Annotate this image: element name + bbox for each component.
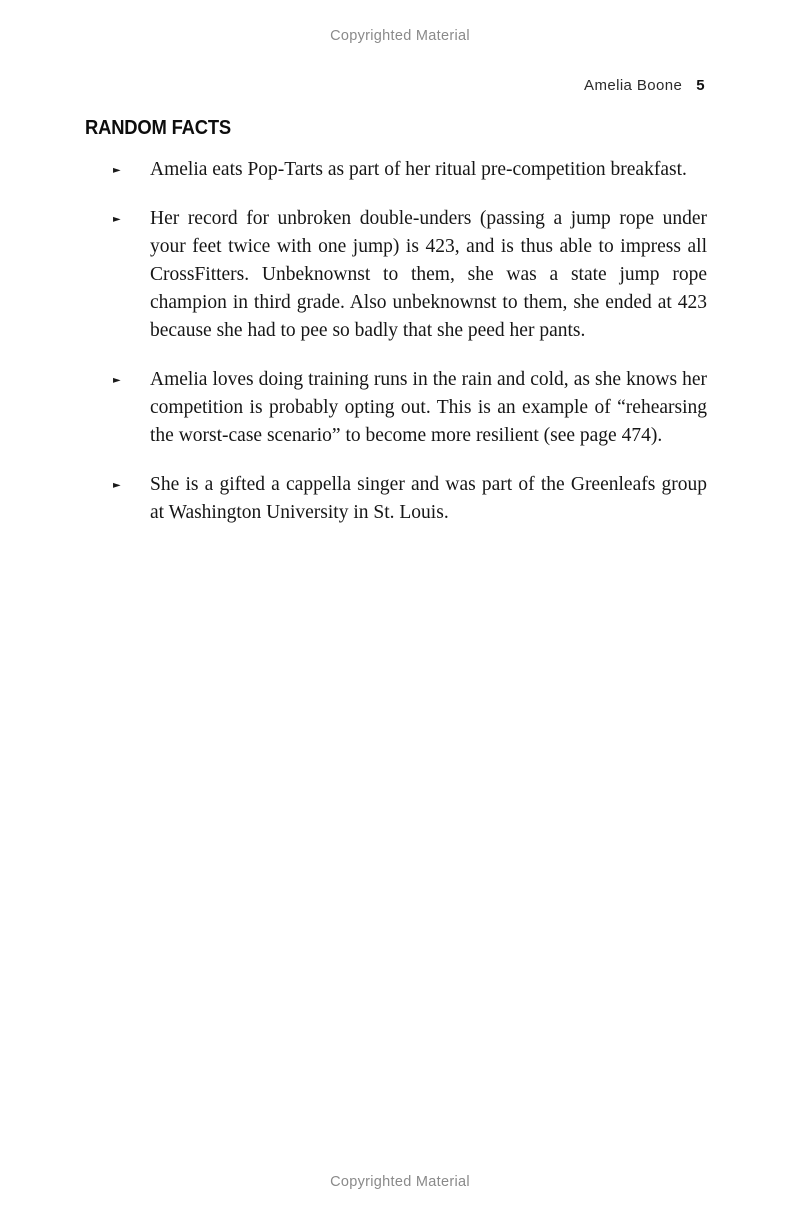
bullet-icon: ►	[113, 214, 121, 225]
fact-item	[85, 471, 707, 527]
running-header-name: Amelia Boone	[584, 77, 683, 94]
facts-list	[85, 156, 707, 548]
copyright-notice-top: Copyrighted Material	[330, 28, 470, 44]
fact-text: Her record for unbroken double-unders (passing a jump rope under your feet twice with one jump) is 423, and is thus able to impress all CrossFitters. Unbeknownst to them, she was a state jump rope champion in third grade. Also unbeknownst to them, she ended at 423 because she had to pee so badly that she peed her pants.	[150, 208, 707, 341]
bullet-icon: ►	[113, 480, 121, 491]
section-title: RANDOM FACTS	[85, 117, 232, 139]
fact-text: She is a gifted a cappella singer and was part of the Greenleafs group at Washington University in St. Louis.	[150, 474, 707, 523]
page-number: 5	[696, 77, 705, 94]
fact-text: Amelia eats Pop-Tarts as part of her ritual pre-competition breakfast.	[150, 159, 687, 180]
running-header	[584, 77, 705, 94]
fact-item	[85, 366, 707, 450]
fact-text: Amelia loves doing training runs in the rain and cold, as she knows her competition is probably opting out. This is an example of “rehearsing the worst-case scenario” to become more resilient (see page 474).	[150, 369, 707, 446]
copyright-notice-bottom: Copyrighted Material	[330, 1174, 470, 1190]
bullet-icon: ►	[113, 165, 121, 176]
bullet-icon: ►	[113, 375, 121, 386]
fact-item	[85, 156, 707, 184]
fact-item	[85, 205, 707, 345]
